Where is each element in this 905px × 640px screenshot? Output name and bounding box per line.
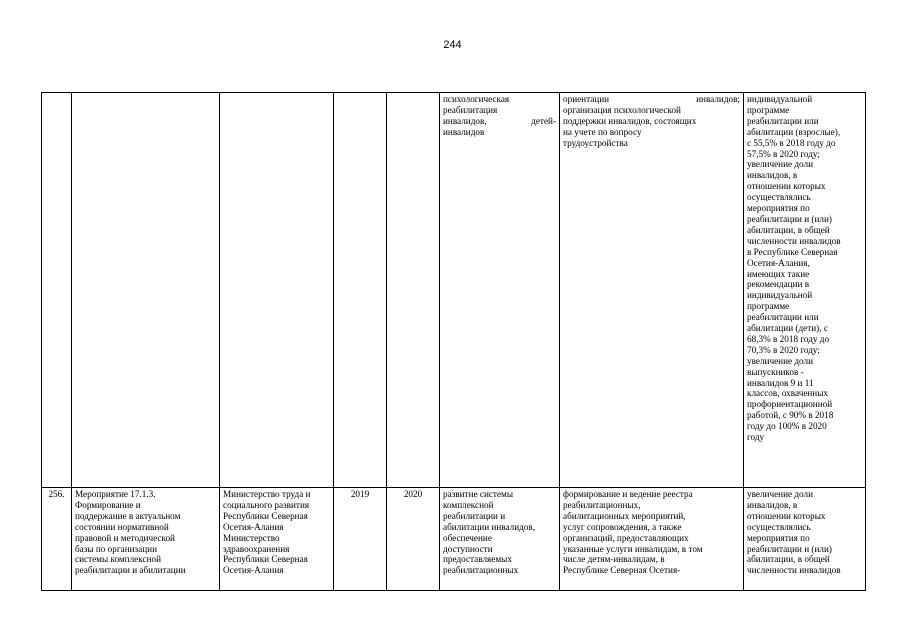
cell-line: абилитации инвалидов,: [443, 521, 536, 532]
cell-line: осуществлялись: [747, 192, 811, 203]
cell-line: абилитационных мероприятий,: [563, 510, 686, 521]
cell-line: на учете по вопросу: [563, 126, 642, 137]
cell-line: 68,3% в 2018 году до: [747, 333, 830, 344]
cell-line: абилитации, в общей: [747, 224, 830, 235]
cell-line: психологическая: [443, 94, 510, 104]
result-cell: [744, 488, 866, 591]
page-number: 244: [443, 39, 462, 51]
cell-line: численности инвалидов: [747, 235, 841, 246]
measure-cell: [72, 488, 220, 591]
cell-line: в Республике Северная: [747, 246, 838, 257]
cell-line: реабилитация: [443, 104, 498, 115]
cell-line: отношении которых: [747, 181, 826, 192]
cell-line: инвалидов, в: [747, 499, 798, 510]
cell-line: отношении которых: [747, 510, 826, 521]
cell-line: Министерство: [223, 532, 280, 543]
end-year-cell: [387, 93, 440, 488]
start-year-cell: [334, 93, 387, 488]
direction-cell: [440, 488, 560, 591]
row-number-cell: 256.: [42, 488, 72, 591]
cell-line: организация психологической: [563, 104, 681, 115]
cell-line: Республике Северная Осетия-: [563, 565, 681, 576]
executor-cell: [220, 488, 334, 591]
cell-line: абилитации, в общей: [747, 554, 830, 565]
cell-line: Мероприятие 17.1.3.: [75, 489, 156, 499]
direction-cell: [440, 93, 560, 488]
cell-line: организаций, предоставляющих: [563, 532, 689, 543]
cell-line: поддержки инвалидов, состоящих: [563, 115, 697, 126]
cell-line: базы по организации: [75, 543, 157, 554]
cell-line: мероприятия по: [747, 203, 810, 214]
cell-line: трудоустройства: [563, 137, 628, 148]
cell-line: предоставляемых: [443, 554, 512, 565]
cell-line: Республики Северная: [223, 510, 308, 521]
cell-line: программе: [747, 301, 790, 312]
cell-line: классов, охваченных: [747, 388, 828, 399]
cell-line: состоянии нормативной: [75, 521, 169, 532]
cell-line: Республики Северная: [223, 554, 308, 565]
cell-line: ориентации инвалидов;: [563, 94, 740, 104]
measures-table: [41, 92, 866, 591]
table-row: [42, 93, 866, 488]
cell-line: увеличение доли: [747, 355, 814, 366]
cell-line: комплексной: [443, 499, 494, 510]
cell-line: Министерство труда и: [223, 489, 311, 499]
cell-line: реабилитации или: [747, 115, 819, 126]
cell-line: увеличение доли: [747, 489, 814, 499]
cell-line: инвалидов, детей-: [443, 115, 556, 126]
cell-line: числе детям-инвалидам, в: [563, 554, 665, 565]
cell-line: работой, с 90% в 2018: [747, 410, 834, 421]
cell-line: доступности: [443, 543, 493, 554]
result-cell: [744, 93, 866, 488]
cell-line: поддержание в актуальном: [75, 510, 181, 521]
measure-cell: [72, 93, 220, 488]
cell-line: Осетия-Алания: [223, 521, 284, 532]
cell-line: системы комплексной: [75, 554, 161, 565]
cell-line: Осетия-Алания: [223, 565, 284, 576]
cell-line: индивидуальной: [747, 290, 813, 301]
cell-line: Осетия-Алания,: [747, 257, 810, 268]
cell-line: реабилитации или: [747, 312, 819, 323]
cell-line: численности инвалидов: [747, 565, 841, 576]
cell-line: 57,5% в 2020 году;: [747, 148, 820, 159]
cell-line: году: [747, 432, 765, 443]
row-number-cell: [42, 93, 72, 488]
end-year-cell: 2020: [387, 488, 440, 591]
cell-line: указанные услуги инвалидам, в том: [563, 543, 703, 554]
cell-line: выпускников -: [747, 366, 804, 377]
cell-line: имеющих такие: [747, 268, 810, 279]
cell-line: реабилитационных,: [563, 499, 641, 510]
cell-line: абилитации (дети), с: [747, 323, 828, 334]
cell-line: правовой и методической: [75, 532, 175, 543]
cell-line: увеличение доли: [747, 159, 814, 170]
cell-line: инвалидов 9 и 11: [747, 377, 814, 388]
cell-line: реабилитационных: [443, 565, 519, 576]
cell-line: социального развития: [223, 499, 310, 510]
cell-line: Формирование и: [75, 499, 141, 510]
cell-line: осуществлялись: [747, 521, 811, 532]
content-cell: [560, 93, 744, 488]
cell-line: индивидуальной: [747, 94, 813, 104]
cell-line: профориентационной: [747, 399, 833, 410]
table-row: [42, 488, 866, 591]
cell-line: развитие системы: [443, 489, 514, 499]
start-year-cell: 2019: [334, 488, 387, 591]
cell-line: абилитации (взрослые),: [747, 126, 841, 137]
cell-line: 70,3% в 2020 году;: [747, 344, 820, 355]
cell-line: с 55,5% в 2018 году до: [747, 137, 836, 148]
content-cell: [560, 488, 744, 591]
cell-line: реабилитации и (или): [747, 213, 832, 224]
cell-line: здравоохранения: [223, 543, 290, 554]
cell-line: инвалидов: [443, 126, 485, 137]
cell-line: мероприятия по: [747, 532, 810, 543]
cell-line: формирование и ведение реестра: [563, 489, 693, 499]
cell-line: рекомендации в: [747, 279, 810, 290]
cell-line: программе: [747, 104, 790, 115]
cell-line: реабилитации и: [443, 510, 506, 521]
cell-line: инвалидов, в: [747, 170, 798, 181]
cell-line: услуг сопровождения, а также: [563, 521, 682, 532]
cell-line: реабилитации и абилитации: [75, 565, 186, 576]
cell-line: реабилитации и (или): [747, 543, 832, 554]
cell-line: году до 100% в 2020: [747, 421, 827, 432]
cell-line: обеспечение: [443, 532, 492, 543]
executor-cell: [220, 93, 334, 488]
